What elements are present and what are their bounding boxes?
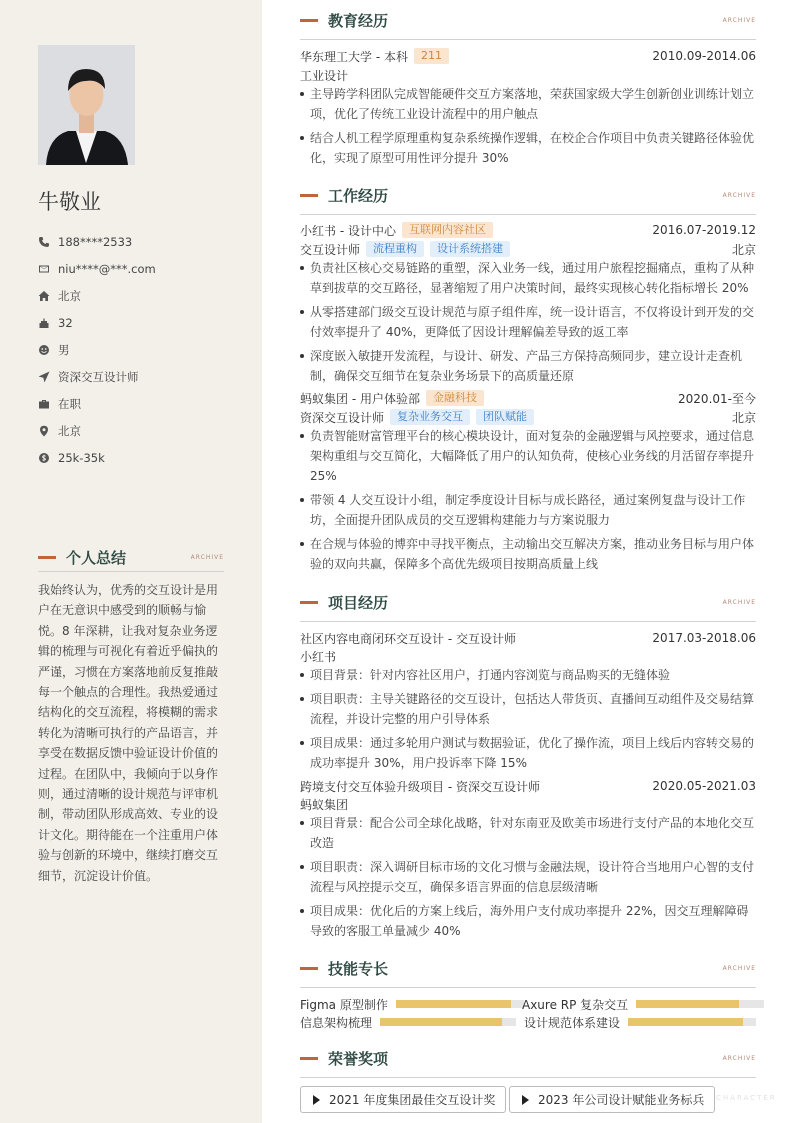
honor-item [509,1086,715,1113]
home-icon [38,290,50,302]
project-org: 蚂蚁集团 [300,797,349,812]
info-position-text: 资深交互设计师 [58,369,139,384]
gender-icon [38,344,50,356]
skill-item [300,1014,516,1030]
education-bullet: 结合人机工程学原理重构复杂系统操作逻辑，在校企合作项目中负责关键路径体验优化，实现了原型可用性评分提升 30% [300,128,756,168]
skill-item [524,1014,756,1030]
honor-text: 2021 年度集团最佳交互设计奖 [329,1093,496,1107]
phone-icon [38,236,50,248]
info-status [38,390,238,417]
info-location-text: 北京 [58,423,81,438]
skills-tag: ARCHIVE [722,965,756,972]
skill-item [522,996,764,1012]
skill-bar-fill [636,1000,738,1008]
education-major: 工业设计 [300,68,349,83]
play-triangle-icon [313,1095,320,1105]
work-tag-badge: 流程重构 [366,241,424,257]
skill-bar-fill [628,1018,743,1026]
work-period: 2016.07-2019.12 [652,223,756,237]
work-bullet: 从零搭建部门级交互设计规范与原子组件库，统一设计语言，不仅将设计到开发的交付效率提升了 40%，更降低了因设计理解偏差导致的返工率 [300,302,756,342]
skill-bar-fill [396,1000,511,1008]
honors-section-header [300,1040,756,1078]
cake-icon [38,317,50,329]
summary-tag: ARCHIVE [190,554,224,561]
projects-section-header [300,584,756,622]
education-badge: 211 [414,48,449,64]
project-bullet: 项目背景：针对内容社区用户，打通内容浏览与商品购买的无缝体验 [300,665,756,685]
work-bullet: 负责智能财富管理平台的核心模块设计，面对复杂的金融逻辑与风控要求，通过信息架构重组与交互简化，大幅降低了用户的认知负荷，使核心业务线的月活留存率提升 25% [300,426,756,486]
project-bullet: 项目背景：配合公司全球化战略，针对东南亚及欧美市场进行支付产品的本地化交互改造 [300,813,756,853]
project-name: 跨境支付交互体验升级项目 - 资深交互设计师 [300,779,540,794]
skills-title: 技能专长 [328,960,389,978]
location-pin-icon [38,425,50,437]
work-company: 蚂蚁集团 - 用户体验部 [300,391,420,406]
work-city: 北京 [731,410,756,425]
work-industry-badge: 金融科技 [426,390,484,406]
projects-title: 项目经历 [328,594,389,612]
info-phone [38,228,238,255]
project-bullet: 项目成果：优化后的方案上线后，海外用户支付成功率提升 22%，因交互理解障碍导致的客服工单量减少 40% [300,901,756,941]
work-city: 北京 [731,242,756,257]
info-age-text: 32 [58,315,73,330]
work-bullet: 在合规与体验的博弈中寻找平衡点，主动输出交互解决方案，推动业务目标与用户体验的双向共赢，保障多个高优先级项目按期高质量上线 [300,534,756,574]
section-accent-bar [300,194,318,197]
contact-info-list [38,228,238,471]
briefcase-icon [38,398,50,410]
skill-bar-track [636,1000,764,1008]
project-org: 小红书 [300,649,337,664]
summary-section-header [38,544,224,572]
sidebar [0,0,262,1123]
send-icon [38,371,50,383]
education-bullet: 主导跨学科团队完成智能硬件交互方案落地，荣获国家级大学生创新创业训练计划立项，优化了传统工业设计流程中的用户触点 [300,84,756,124]
work-bullet: 负责社区核心交易链路的重塑，深入业务一线，通过用户旅程挖掘痛点，重构了从种草到拔草的交互路径，显著缩短了用户决策时间，最终实现核心转化指标增长 20% [300,258,756,298]
work-role-row [300,407,756,427]
project-bullet: 项目职责：主导关键路径的交互设计，包括达人带货页、直播间互动组件及交易结算流程，并设计完整的用户引导体系 [300,689,756,729]
section-accent-bar [300,19,318,22]
section-accent-bar [300,1057,318,1060]
salary-icon [38,452,50,464]
work-tag-badge: 设计系统搭建 [430,241,510,257]
section-accent-bar [38,556,56,559]
education-tag: ARCHIVE [722,17,756,24]
education-school: 华东理工大学 - 本科 [300,49,408,64]
profile-photo [38,45,135,165]
skill-bar-track [380,1018,516,1026]
work-company-row [300,220,756,240]
work-tag-badge: 复杂业务交互 [390,409,470,425]
skill-name: Figma 原型制作 [300,997,388,1012]
project-period: 2017.03-2018.06 [652,631,756,645]
work-role: 交互设计师 [300,242,361,257]
project-bullet: 项目成果：通过多轮用户测试与数据验证，优化了操作流，项目上线后内容转交易的成功率提升 30%，用户投诉率下降 15% [300,733,756,773]
project-bullet: 项目职责：深入调研目标市场的文化习惯与金融法规，设计符合当地用户心智的支付流程与风控提示交互，确保多语言界面的信息层级清晰 [300,857,756,897]
info-salary [38,444,238,471]
education-major-row [300,65,756,85]
info-home-text: 北京 [58,288,81,303]
work-title: 工作经历 [328,187,389,205]
info-status-text: 在职 [58,396,81,411]
email-icon [38,263,50,275]
project-org-row [300,646,756,666]
skill-name: 信息架构梳理 [300,1015,373,1030]
info-salary-text: 25k-35k [58,450,105,465]
skill-bar-track [396,1000,524,1008]
work-company: 小红书 - 设计中心 [300,223,396,238]
project-name: 社区内容电商闭环交互设计 - 交互设计师 [300,631,516,646]
skill-name: 设计规范体系建设 [524,1015,621,1030]
info-home [38,282,238,309]
work-industry-badge: 互联网内容社区 [402,222,493,238]
info-gender-text: 男 [58,342,70,357]
skill-bar-fill [380,1018,502,1026]
skills-section-header [300,950,756,988]
play-triangle-icon [522,1095,529,1105]
info-gender [38,336,238,363]
summary-title: 个人总结 [66,549,127,567]
work-tag-badge: 团队赋能 [476,409,534,425]
honor-text: 2023 年公司设计赋能业务标兵 [538,1093,705,1107]
info-email-text: niu****@***.com [58,261,156,276]
section-accent-bar [300,967,318,970]
section-accent-bar [300,601,318,604]
work-role: 资深交互设计师 [300,410,385,425]
education-period: 2010.09-2014.06 [652,49,756,63]
work-bullet: 深度嵌入敏捷开发流程，与设计、研发、产品三方保持高频同步，建立设计走查机制，确保交互细节在复杂业务场景下的高质量还原 [300,346,756,386]
project-org-row [300,794,756,814]
project-period: 2020.05-2021.03 [652,779,756,793]
work-company-row [300,388,756,408]
honor-item [300,1086,506,1113]
project-header-row [300,776,756,796]
watermark-text: CHARACTER [716,1094,777,1102]
work-tag: ARCHIVE [722,192,756,199]
info-age [38,309,238,336]
info-phone-text: 188****2533 [58,234,133,249]
education-header-row [300,46,756,66]
work-bullet: 带领 4 人交互设计小组，制定季度设计目标与成长路径，通过案例复盘与设计工作坊，全面提升团队成员的交互逻辑构建能力与方案说服力 [300,490,756,530]
summary-text: 我始终认为，优秀的交互设计是用户在无意识中感受到的顺畅与愉悦。8 年深耕，让我对复杂业务逻辑的梳理与可视化有着近乎偏执的严谨，习惯在方案落地前反复推敲每一个触点的合理性。我热爱通过结构化的交互流程，将模糊的需求转化为清晰可执行的产品语言，并享受在数据反馈中验证设计价值的过程。在团队中，我倾向于以身作则，通过清晰的设计规范与评审机制，带动团队形成高效、专业的设计文化。期待能在一个注重用户体验与创新的环境中，继续打磨交互细节，沉淀设计价值。 [38,583,219,883]
project-header-row [300,628,756,648]
info-email [38,255,238,282]
work-period: 2020.01-至今 [678,391,756,406]
info-position [38,363,238,390]
skill-item [300,996,524,1012]
education-section-header [300,2,756,40]
info-location [38,417,238,444]
honors-title: 荣誉奖项 [328,1050,389,1068]
work-section-header [300,177,756,215]
honors-tag: ARCHIVE [722,1055,756,1062]
skill-bar-track [628,1018,756,1026]
education-title: 教育经历 [328,12,389,30]
projects-tag: ARCHIVE [722,599,756,606]
candidate-name: 牛敬业 [38,190,101,214]
work-role-row [300,239,756,259]
skill-name: Axure RP 复杂交互 [522,997,629,1012]
